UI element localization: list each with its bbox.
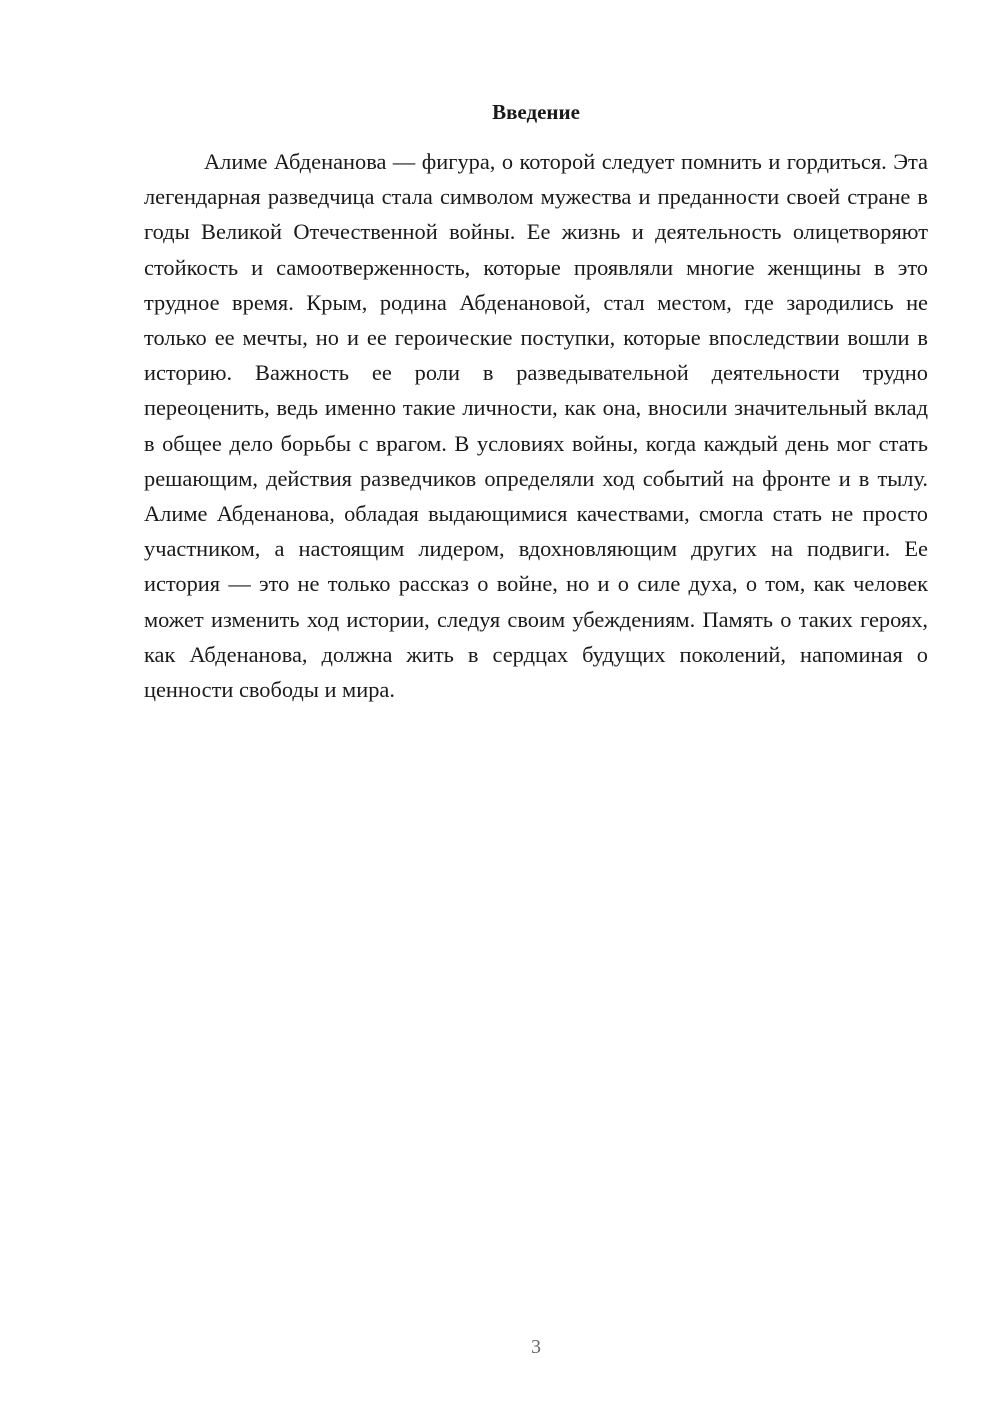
page-number: 3 — [531, 1336, 541, 1358]
section-heading: Введение — [492, 100, 580, 124]
body-paragraph: Алиме Абденанова — фигура, о которой следует помнить и гордиться. Эта легендарная разведчица стала символом мужества и преданности своей стране в годы Великой Отечественной войны. Ее жизнь и деятельность олицетворяют стойкость и самоотверженность, которые проявляли многие женщины в это трудное время. Крым, родина Абденановой, стал местом, где зародились не только ее мечты, но и ее героические поступки, которые впоследствии вошли в историю. Важность ее роли в разведывательной деятельности трудно переоценить, ведь именно такие личности, как она, вносили значительный вклад в общее дело борьбы с врагом. В условиях войны, когда каждый день мог стать решающим, действия разведчиков определяли ход событий на фронте и в тылу. Алиме Абденанова, обладая выдающимися качествами, смогла стать не просто участником, а настоящим лидером, вдохновляющим других на подвиги. Ее история — это не только рассказ о войне, но и о силе духа, о том, как человек может изменить ход истории, следуя своим убеждениям. Память о таких героях, как Абденанова, должна жить в сердцах будущих поколений, напоминая о ценности свободы и мира. — [144, 149, 928, 703]
